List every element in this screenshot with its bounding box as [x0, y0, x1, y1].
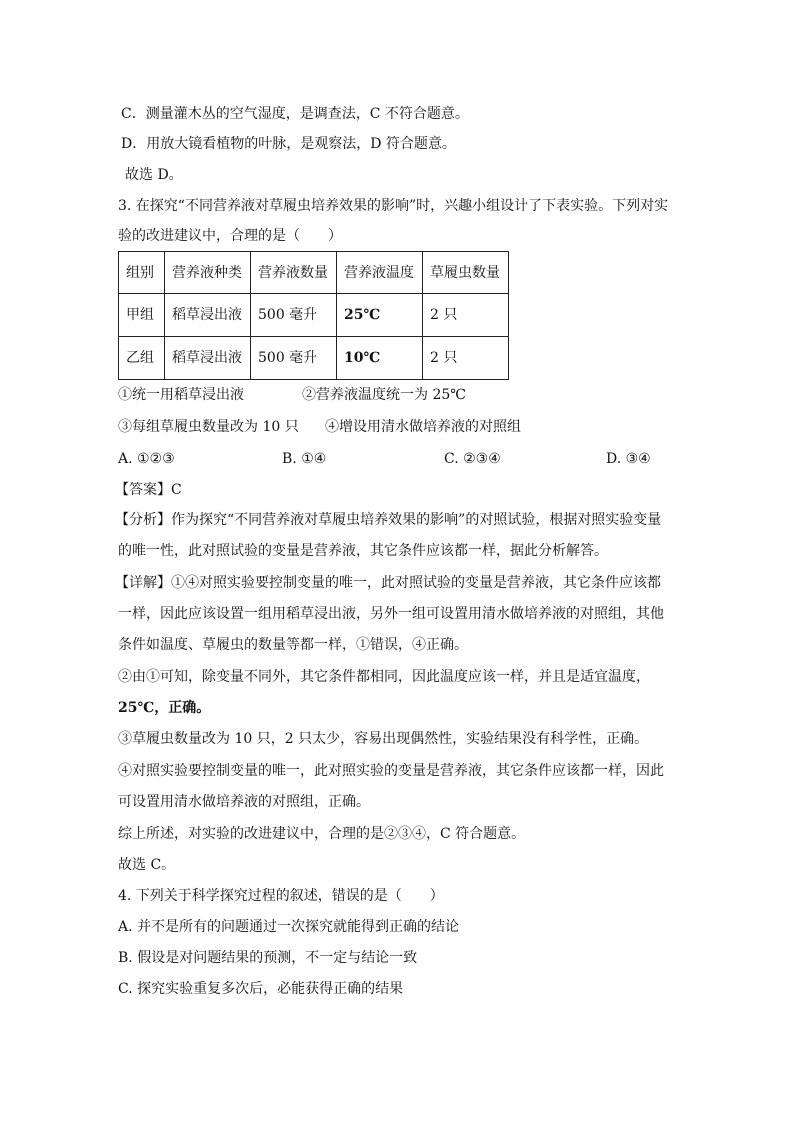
previous-choice: 故选 D。 [125, 167, 183, 183]
question-4-option-a: A. 并不是所有的问题通过一次探究就能得到正确的结论 [118, 919, 460, 935]
question-3-stem-line-2: 验的改进建议中，合理的是（ ） [118, 228, 342, 244]
table-cell: 500 毫升 [251, 337, 337, 380]
answer-line: 【答案】C [115, 482, 182, 498]
question-4-stem: 4. 下列关于科学探究过程的叙述，错误的是（ ） [118, 888, 444, 904]
table-header-cell: 组别 [119, 252, 165, 294]
table-header-row [119, 252, 509, 294]
detail-line-2: 一样，因此应该设置一组用稻草浸出液，另外一组可设置用清水做培养液的对照组，其他 [118, 606, 664, 622]
table-cell: 10℃ [337, 337, 423, 380]
detail-line-7: ④对照实验要控制变量的唯一，此对照实验的变量是营养液，其它条件应该都一样，因此 [118, 763, 664, 779]
table-cell: 乙组 [119, 337, 165, 380]
table-header-cell: 营养液数量 [251, 252, 337, 294]
table-cell: 2 只 [423, 294, 509, 337]
question-4-option-b: B. 假设是对问题结果的预测，不一定与结论一致 [118, 950, 418, 966]
suggestion-3: ③每组草履虫数量改为 10 只 [118, 419, 299, 435]
choice-c: C. ②③④ [444, 451, 501, 467]
table-row [119, 337, 509, 380]
table-header-cell: 草履虫数量 [423, 252, 509, 294]
detail-line-1: 【详解】①④对照实验要控制变量的唯一，此对照试验的变量是营养液，其它条件应该都 [115, 575, 661, 591]
option-c-explanation: C．测量灌木丛的空气湿度，是调查法，C 不符合题意。 [121, 106, 469, 122]
table-cell: 2 只 [423, 337, 509, 380]
detail-line-8: 可设置用清水做培养液的对照组，正确。 [118, 794, 370, 810]
table-header-cell: 营养液种类 [165, 252, 251, 294]
question-3-stem-line-1: 3. 在探究“不同营养液对草履虫培养效果的影响”时，兴趣小组设计了下表实验。下列对实 [118, 198, 669, 214]
detail-line-5: 25℃，正确。 [118, 700, 211, 716]
table-row [119, 294, 509, 337]
choice-a: A. ①②③ [118, 451, 175, 467]
suggestion-4: ④增设用清水做培养液的对照组 [325, 419, 521, 435]
detail-line-3: 条件如温度、草履虫的数量等都一样，①错误，④正确。 [118, 637, 468, 653]
table-cell: 25℃ [337, 294, 423, 337]
summary-line: 综上所述，对实验的改进建议中，合理的是②③④，C 符合题意。 [118, 826, 526, 842]
table-cell: 甲组 [119, 294, 165, 337]
table-cell: 稻草浸出液 [165, 294, 251, 337]
table-header-cell: 营养液温度 [337, 252, 423, 294]
question-4-option-c: C. 探究实验重复多次后，必能获得正确的结果 [118, 981, 404, 997]
detail-line-6: ③草履虫数量改为 10 只，2 只太少，容易出现偶然性，实验结果没有科学性，正确。 [118, 731, 649, 747]
experiment-table [118, 251, 509, 380]
suggestion-2: ②营养液温度统一为 25℃ [302, 387, 466, 403]
analysis-line-2: 的唯一性，此对照试验的变量是营养液，其它条件应该都一样，据此分析解答。 [118, 543, 608, 559]
final-choice: 故选 C。 [118, 857, 176, 873]
analysis-line-1: 【分析】作为探究“不同营养液对草履虫培养效果的影响”的对照试验，根据对照实验变量 [115, 512, 662, 528]
choice-b: B. ①④ [282, 451, 327, 467]
detail-line-4: ②由①可知，除变量不同外，其它条件都相同，因此温度应该一样，并且是适宜温度， [118, 669, 650, 685]
table-cell: 500 毫升 [251, 294, 337, 337]
suggestion-1: ①统一用稻草浸出液 [118, 387, 244, 403]
option-d-explanation: D．用放大镜看植物的叶脉，是观察法，D 符合题意。 [121, 136, 456, 152]
choice-d: D. ③④ [606, 451, 651, 467]
table-cell: 稻草浸出液 [165, 337, 251, 380]
